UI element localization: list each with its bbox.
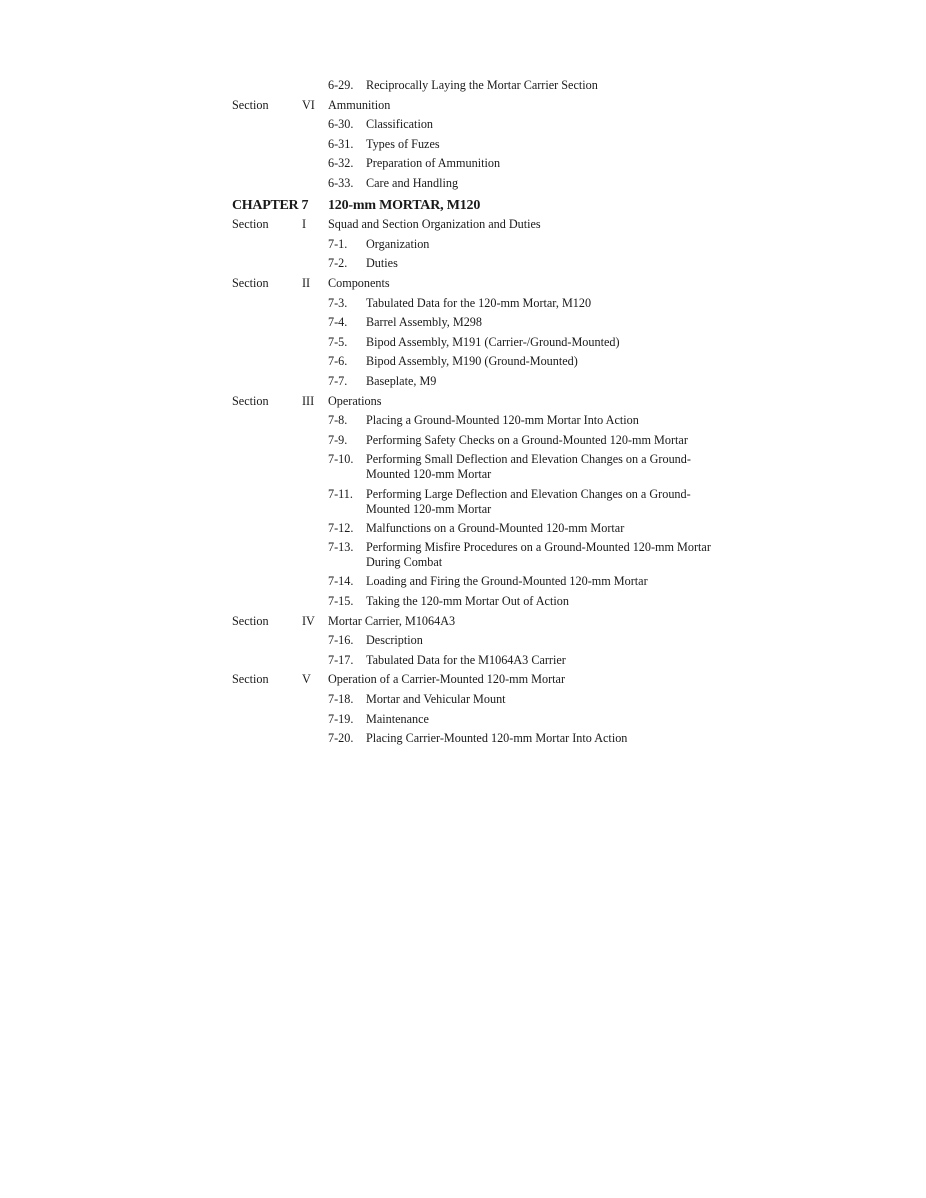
item-number: 7-8. (328, 413, 348, 428)
item-title: Placing a Ground-Mounted 120-mm Mortar Into Action (366, 413, 639, 428)
item-number: 7-11. (328, 486, 353, 501)
section-label: Section (232, 217, 269, 232)
item-number: 7-20. (328, 731, 354, 746)
item-number: 6-33. (328, 176, 354, 190)
item-number: 7-5. (328, 334, 348, 349)
section-label: Section (232, 97, 269, 112)
section-number: VI (302, 97, 315, 112)
item-title: Malfunctions on a Ground-Mounted 120-mm Mortar (366, 520, 625, 535)
item-title: Baseplate, M9 (366, 374, 437, 388)
section-title: Mortar Carrier, M1064A3 (328, 613, 456, 628)
item-title: Bipod Assembly, M190 (Ground-Mounted) (366, 354, 578, 369)
item-title: Placing Carrier-Mounted 120-mm Mortar Into Action (366, 731, 628, 746)
item-title: Tabulated Data for the M1064A3 Carrier (366, 652, 566, 667)
section-label: Section (232, 672, 269, 687)
section-title: Components (328, 276, 390, 290)
item-title: Care and Handling (366, 176, 459, 190)
item-number: 7-12. (328, 520, 354, 535)
item-title: Types of Fuzes (366, 136, 440, 151)
item-title: Barrel Assembly, M298 (366, 315, 482, 330)
item-number: 6-31. (328, 136, 354, 151)
chapter-label: CHAPTER 7 (232, 197, 309, 213)
item-number: 7-18. (328, 691, 354, 706)
section-title: Squad and Section Organization and Duties (328, 217, 541, 232)
item-number: 7-10. (328, 452, 354, 467)
item-number: 7-3. (328, 295, 348, 310)
item-title: Classification (366, 117, 434, 132)
item-number: 7-19. (328, 711, 354, 726)
item-number: 7-13. (328, 540, 354, 555)
item-title: Preparation of Ammunition (366, 156, 501, 171)
item-title: Reciprocally Laying the Mortar Carrier Section (366, 78, 598, 92)
item-title: Maintenance (366, 711, 429, 726)
item-number: 7-2. (328, 256, 348, 271)
item-title: Organization (366, 236, 430, 251)
section-number: V (302, 672, 311, 687)
item-title: Duties (366, 256, 398, 271)
item-number: 7-9. (328, 432, 348, 447)
item-number: 6-29. (328, 78, 354, 92)
item-number: 7-14. (328, 574, 354, 589)
item-title: Mortar and Vehicular Mount (366, 691, 506, 706)
section-title: Operation of a Carrier-Mounted 120-mm Mortar (328, 672, 566, 687)
item-number: 7-15. (328, 593, 354, 608)
chapter-title: 120-mm MORTAR, M120 (328, 197, 481, 213)
section-number: II (302, 276, 311, 290)
item-number: 6-32. (328, 156, 354, 171)
item-number: 7-17. (328, 652, 354, 667)
item-title: Performing Misfire Procedures on a Ground-Mounted 120-mm Mortar During Combat (366, 540, 711, 570)
section-label: Section (232, 276, 269, 290)
item-number: 7-1. (328, 236, 348, 251)
section-title: Operations (328, 393, 382, 408)
section-number: I (302, 217, 307, 232)
section-number: III (302, 393, 315, 408)
section-label: Section (232, 613, 269, 628)
item-title: Performing Safety Checks on a Ground-Mounted 120-mm Mortar (366, 432, 688, 447)
item-title: Performing Small Deflection and Elevation Changes on a Ground-Mounted 120-mm Mortar (366, 452, 691, 482)
item-number: 7-7. (328, 374, 348, 388)
item-title: Tabulated Data for the 120-mm Mortar, M120 (366, 295, 592, 310)
section-label: Section (232, 393, 269, 408)
section-number: IV (302, 613, 315, 628)
item-title: Taking the 120-mm Mortar Out of Action (366, 593, 569, 608)
section-title: Ammunition (328, 97, 391, 112)
item-title: Bipod Assembly, M191 (Carrier-/Ground-Mounted) (366, 334, 620, 349)
item-number: 7-16. (328, 633, 354, 648)
item-title: Loading and Firing the Ground-Mounted 120-mm Mortar (366, 574, 648, 589)
item-number: 6-30. (328, 117, 354, 132)
item-number: 7-6. (328, 354, 348, 369)
item-number: 7-4. (328, 315, 348, 330)
item-title: Description (366, 633, 423, 648)
item-title: Performing Large Deflection and Elevation Changes on a Ground-Mounted 120-mm Mortar (366, 486, 691, 516)
